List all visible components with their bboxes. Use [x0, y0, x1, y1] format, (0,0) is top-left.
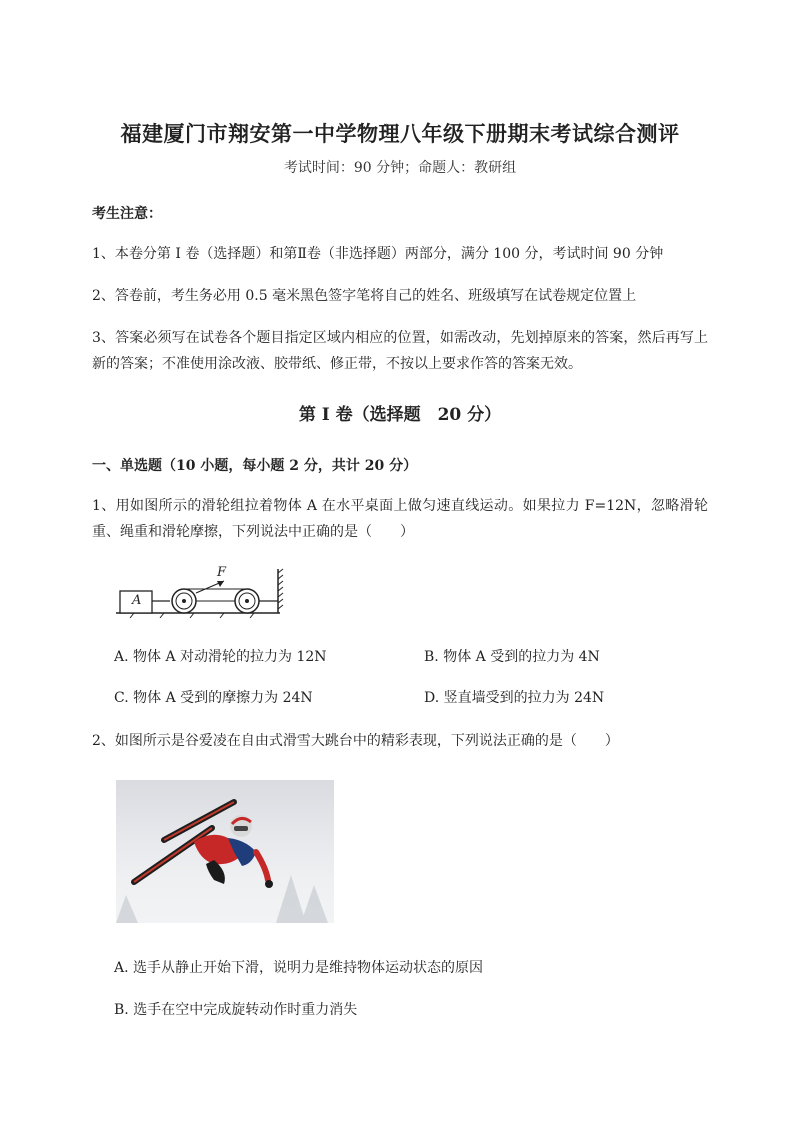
q1-option-d: D. 竖直墙受到的拉力为 24N [424, 690, 605, 706]
exam-title: 福建厦门市翔安第一中学物理八年级下册期末考试综合测评 [120, 121, 680, 146]
question-1-stem: 1、用如图所示的滑轮组拉着物体 A 在水平桌面上做匀速直线运动。如果拉力 F=12N，忽略滑轮重、绳重和滑轮摩擦，下列说法中正确的是（ ） [92, 498, 708, 540]
q2-option-a: A. 选手从静止开始下滑，说明力是维持物体运动状态的原因 [114, 960, 484, 976]
exam-subtitle: 考试时间：90 分钟；命题人：教研组 [283, 160, 517, 176]
group-heading: 一、单选题（10 小题，每小题 2 分，共计 20 分） [92, 458, 418, 474]
question-2-stem: 2、如图所示是谷爱凌在自由式滑雪大跳台中的精彩表现，下列说法正确的是（ ） [92, 733, 619, 749]
q1-option-b: B. 物体 A 受到的拉力为 4N [424, 649, 600, 665]
notice-item-2: 2、答卷前，考生务必用 0.5 毫米黑色签字笔将自己的姓名、班级填写在试卷规定位置上 [92, 288, 637, 304]
q1-option-c: C. 物体 A 受到的摩擦力为 24N [114, 690, 313, 706]
notice-heading: 考生注意： [92, 206, 162, 222]
notice-item-3: 3、答案必须写在试卷各个题目指定区域内相应的位置，如需改动，先划掉原来的答案，然后再写上新的答案；不准使用涂改液、胶带纸、修正带，不按以上要求作答的答案无效。 [92, 330, 708, 372]
block-a-label: A [132, 593, 142, 608]
section-title: 第 I 卷（选择题 20 分） [298, 405, 502, 425]
pulley-diagram [114, 563, 284, 623]
force-f-label: F [217, 565, 227, 580]
q1-option-a: A. 物体 A 对动滑轮的拉力为 12N [114, 649, 327, 665]
notice-item-1: 1、本卷分第 I 卷（选择题）和第Ⅱ卷（非选择题）两部分，满分 100 分，考试时间 90 分钟 [92, 246, 664, 262]
q2-option-b: B. 选手在空中完成旋转动作时重力消失 [114, 1002, 358, 1018]
skier-photo [116, 780, 334, 923]
